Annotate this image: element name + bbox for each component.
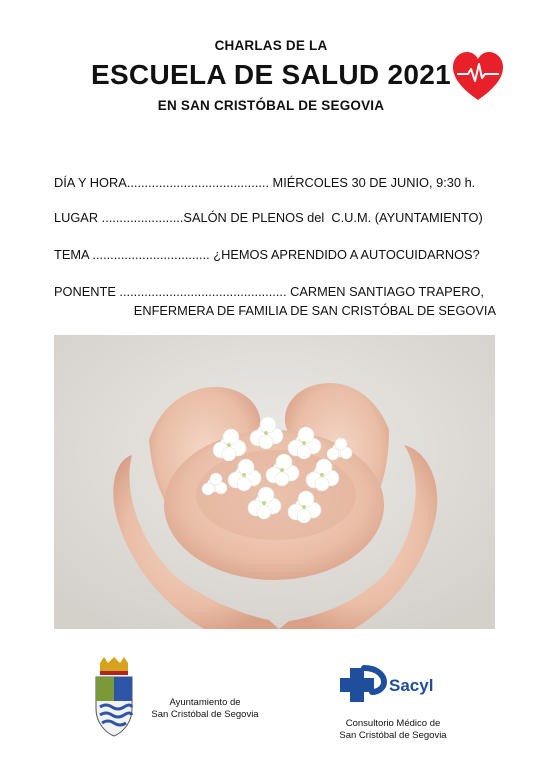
consultorio-line2: San Cristóbal de Segovia <box>339 730 447 741</box>
coat-of-arms <box>92 657 136 737</box>
ayuntamiento-line2: San Cristóbal de Segovia <box>151 709 259 720</box>
hands-flowers-illustration <box>54 335 495 629</box>
detail-lugar: LUGAR .......................SALÓN DE PLENOS del C.U.M. (AYUNTAMIENTO) <box>54 210 483 225</box>
consultorio-line1: Consultorio Médico de <box>345 718 441 729</box>
subtitle: EN SAN CRISTÓBAL DE SEGOVIA <box>157 98 385 113</box>
pre-title: CHARLAS DE LA <box>214 38 328 53</box>
page-title: ESCUELA DE SALUD 2021 <box>90 59 452 90</box>
ayuntamiento-label <box>140 697 270 721</box>
consultorio-label <box>318 718 468 742</box>
ayuntamiento-line1: Ayuntamiento de <box>169 697 241 708</box>
detail-fecha: DÍA Y HORA........................................ MIÉRCOLES 30 DE JUNIO, 9:30 h. <box>54 175 476 190</box>
detail-ponente-role: ENFERMERA DE FAMILIA DE SAN CRISTÓBAL DE SEGOVIA <box>133 303 496 318</box>
detail-tema: TEMA ................................. ¿HEMOS APRENDIDO A AUTOCUIDARNOS? <box>54 247 480 262</box>
heart-pulse-icon <box>451 50 505 104</box>
sacyl-brand: Sacyl <box>389 676 434 695</box>
detail-ponente: PONENTE ............................................... CARMEN SANTIAGO TRAPERO, <box>54 284 484 299</box>
hands-flowers-photo <box>54 335 495 629</box>
